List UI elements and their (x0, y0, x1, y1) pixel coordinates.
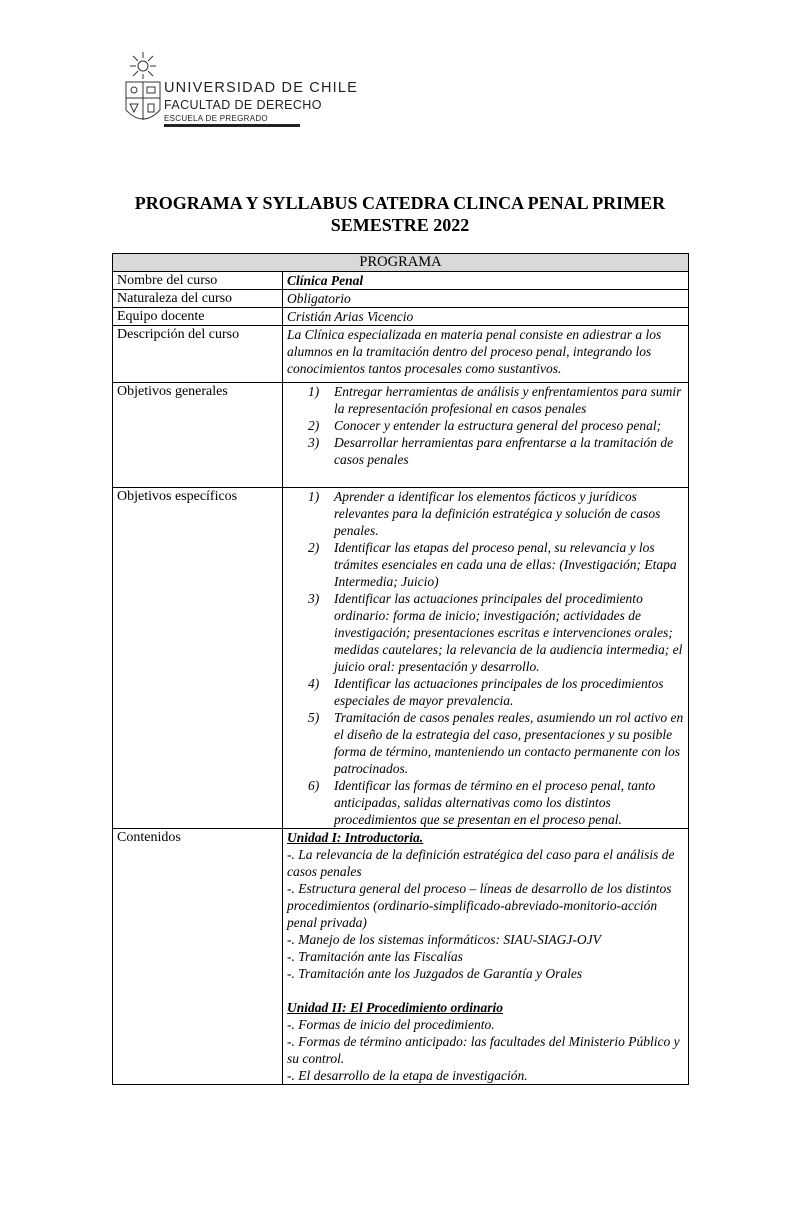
table-row (113, 290, 689, 308)
table-row (113, 308, 689, 326)
title-line-1: PROGRAMA Y SYLLABUS CATEDRA CLINCA PENAL PRIMER (134, 193, 666, 213)
table-row (113, 326, 689, 383)
item-number: 1) (308, 489, 320, 504)
row-label: Equipo docente (113, 308, 283, 326)
item-number: 4) (308, 676, 320, 691)
list-item: -. El desarrollo de la etapa de investigación. (287, 1068, 528, 1083)
teaching-team-value: Cristián Arias Vicencio (283, 308, 689, 326)
item-number: 2) (308, 540, 320, 555)
list-item (308, 434, 684, 468)
item-number: 3) (308, 591, 320, 606)
item-text: Aprender a identificar los elementos fácticos y jurídicos relevantes para la definición estratégica y solución de casos penales. (334, 489, 661, 538)
table-row (113, 488, 689, 829)
item-text: Identificar las actuaciones principales del procedimiento ordinario: forma de inicio; investigación; actividades de investigación; presentaciones escritas e intervenciones orales; medidas cautelares; la relevancia de la audiencia intermedia; el juicio oral: presentación y desarrollo. (334, 591, 683, 674)
list-item (308, 675, 684, 709)
item-number: 5) (308, 710, 320, 725)
list-item (308, 488, 684, 539)
list-item (308, 590, 684, 675)
row-label: Objetivos generales (113, 383, 283, 488)
row-label: Descripción del curso (113, 326, 283, 383)
row-label: Objetivos específicos (113, 488, 283, 829)
row-label: Naturaleza del curso (113, 290, 283, 308)
item-number: 1) (308, 384, 320, 399)
item-text: Identificar las formas de término en el proceso penal, tanto anticipadas, salidas alternativas como los distintos procedimientos que se presentan en el proceso penal. (334, 778, 656, 827)
item-text: Tramitación de casos penales reales, asumiendo un rol activo en el diseño de la estrategia del caso, presentaciones y su posible forma de término, manteniendo un contacto permanente con los patrocinados. (334, 710, 684, 776)
list-item (308, 383, 684, 417)
list-item: -. Formas de término anticipado: las facultades del Ministerio Público y su control. (287, 1034, 680, 1066)
university-name: UNIVERSIDAD DE CHILE (164, 80, 359, 96)
list-item: -. Manejo de los sistemas informáticos: SIAU-SIAGJ-OJV (287, 932, 601, 947)
item-text: Entregar herramientas de análisis y enfrentamientos para sumir la representación profesional en casos penales (334, 384, 682, 416)
list-item (308, 417, 684, 434)
unit-2-title: Unidad II: El Procedimiento ordinario (287, 1000, 504, 1015)
institution-name (164, 80, 358, 125)
list-item: -. Estructura general del proceso – líneas de desarrollo de los distintos procedimientos (ordinario-simplificado-abreviado-monitorio-acción penal privada) (287, 881, 672, 930)
item-text: Identificar las etapas del proceso penal, su relevancia y los trámites esenciales en cada una de ellas: (Investigación; Etapa Intermedia; Juicio) (334, 540, 677, 589)
unit-1-title: Unidad I: Introductoria. (287, 830, 424, 845)
table-row (113, 272, 689, 290)
table-row (113, 383, 689, 488)
item-number: 2) (308, 418, 320, 433)
list-item: -. La relevancia de la definición estratégica del caso para el análisis de casos penales (287, 847, 675, 879)
course-nature-value: Obligatorio (283, 290, 689, 308)
list-item: -. Formas de inicio del procedimiento. (287, 1017, 495, 1032)
university-logo (108, 52, 359, 130)
programa-table (112, 253, 689, 1085)
list-item (308, 777, 684, 828)
school-name: ESCUELA DE PREGRADO (164, 114, 268, 123)
table-heading: PROGRAMA (113, 254, 689, 272)
header-rule (164, 124, 300, 127)
list-item: -. Tramitación ante los Juzgados de Garantía y Orales (287, 966, 583, 981)
specific-objectives-list (287, 488, 684, 828)
specific-objectives-cell (283, 488, 689, 829)
title-line-2: SEMESTRE 2022 (330, 215, 470, 235)
course-name-value: Clínica Penal (283, 272, 689, 290)
item-text: Identificar las actuaciones principales de los procedimientos especiales de mayor prevalencia. (334, 676, 664, 708)
university-seal-icon (118, 52, 168, 128)
list-item: -. Tramitación ante las Fiscalías (287, 949, 463, 964)
general-objectives-list (287, 383, 684, 468)
general-objectives-cell (283, 383, 689, 488)
contents-cell (283, 829, 689, 1085)
item-text: Conocer y entender la estructura general del proceso penal; (334, 418, 662, 433)
list-item (308, 539, 684, 590)
item-text: Desarrollar herramientas para enfrentarse a la tramitación de casos penales (334, 435, 674, 467)
row-label: Nombre del curso (113, 272, 283, 290)
item-number: 6) (308, 778, 320, 793)
document-title (100, 192, 700, 236)
table-heading-row (113, 254, 689, 272)
spacer (287, 982, 684, 999)
course-description-value: La Clínica especializada en materia penal consiste en adiestrar a los alumnos en la tramitación dentro del proceso penal, integrando los conocimientos tantos procesales como sustantivos. (283, 326, 689, 383)
table-row (113, 829, 689, 1085)
item-number: 3) (308, 435, 320, 450)
row-label: Contenidos (113, 829, 283, 1085)
list-item (308, 709, 684, 777)
faculty-name: FACULTAD DE DERECHO (164, 98, 322, 112)
